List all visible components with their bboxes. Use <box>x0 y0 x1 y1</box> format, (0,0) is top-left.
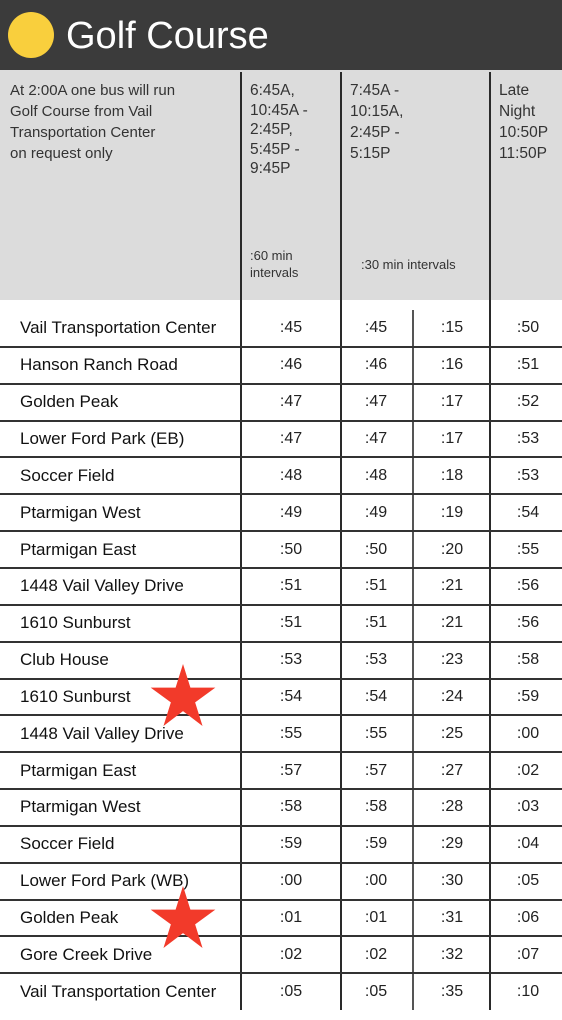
col1-interval-note: intervals <box>250 265 299 280</box>
col2-time-line: 5:15P <box>350 145 391 162</box>
info-text-line: Transportation Center <box>10 124 156 141</box>
col2-time-line: 2:45P - <box>350 124 400 141</box>
col1-time-line: 9:45P <box>250 160 291 177</box>
departure-time: :32 <box>440 945 464 963</box>
departure-time: :35 <box>440 982 464 1000</box>
departure-time: :16 <box>440 356 464 374</box>
departure-time: :05 <box>364 982 388 1000</box>
info-text-line: on request only <box>10 145 113 162</box>
table-row <box>0 605 562 642</box>
stop-name: Ptarmigan West <box>20 502 141 522</box>
table-row <box>0 715 562 752</box>
col3-time-line: Night <box>499 103 536 120</box>
departure-time: :50 <box>364 540 388 558</box>
departure-time: :53 <box>516 429 540 447</box>
star-icon <box>149 664 217 728</box>
departure-time: :51 <box>279 614 303 632</box>
route-header <box>0 0 562 70</box>
departure-time: :21 <box>440 577 464 595</box>
col3-time-line: Late <box>499 82 530 99</box>
col3-time-line: 10:50P <box>499 124 549 141</box>
stop-name: Ptarmigan East <box>20 539 137 559</box>
departure-time: :24 <box>440 687 464 705</box>
departure-time: :53 <box>279 651 303 669</box>
table-row <box>0 642 562 679</box>
departure-time: :54 <box>516 503 540 521</box>
stop-name: 1610 Sunburst <box>20 613 131 633</box>
departure-time: :57 <box>364 761 388 779</box>
stop-name: Golden Peak <box>20 908 119 928</box>
departure-time: :49 <box>364 503 388 521</box>
departure-time: :45 <box>364 319 388 337</box>
departure-time: :53 <box>516 466 540 484</box>
stop-name: 1610 Sunburst <box>20 686 131 706</box>
departure-time: :45 <box>279 319 303 337</box>
col1-time-line: 5:45P - <box>250 140 300 158</box>
route-title: Golf Course <box>66 15 269 57</box>
departure-time: :15 <box>440 319 464 337</box>
departure-time: :56 <box>516 577 540 595</box>
stop-name: 1448 Vail Valley Drive <box>20 576 184 596</box>
departure-time: :01 <box>279 909 303 927</box>
departure-time: :58 <box>516 651 540 669</box>
star-icon <box>149 886 217 950</box>
departure-time: :04 <box>516 835 540 853</box>
departure-time: :20 <box>440 540 464 558</box>
departure-time: :55 <box>279 724 303 742</box>
departure-time: :17 <box>440 429 464 447</box>
info-text-line: Golf Course from Vail <box>10 103 153 120</box>
info-text-line: At 2:00A one bus will run <box>10 82 176 99</box>
departure-time: :46 <box>279 356 303 374</box>
departure-time: :02 <box>364 945 388 963</box>
departure-time: :50 <box>279 540 303 558</box>
departure-time: :54 <box>279 687 303 705</box>
departure-time: :25 <box>440 724 464 742</box>
departure-time: :05 <box>516 872 540 890</box>
col1-time-line: 10:45A - <box>250 101 308 119</box>
departure-time: :55 <box>516 540 540 558</box>
col1-time-line: 2:45P, <box>250 121 293 138</box>
departure-time: :47 <box>279 429 303 447</box>
departure-time: :47 <box>364 429 388 447</box>
departure-time: :47 <box>364 393 388 411</box>
departure-time: :02 <box>279 945 303 963</box>
stop-name: Ptarmigan East <box>20 760 137 780</box>
col1-time-line: 6:45A, <box>250 82 295 99</box>
departure-time: :59 <box>279 835 303 853</box>
table-row <box>0 752 562 789</box>
table-row <box>0 863 562 900</box>
departure-time: :03 <box>516 798 540 816</box>
col3-time-line: 11:50P <box>499 145 547 162</box>
table-row <box>0 457 562 494</box>
col2-time-line: 7:45A - <box>350 82 400 99</box>
departure-time: :51 <box>516 356 540 374</box>
departure-time: :31 <box>440 909 464 927</box>
stop-name: Vail Transportation Center <box>20 981 217 1001</box>
departure-time: :57 <box>279 761 303 779</box>
departure-time: :00 <box>279 872 303 890</box>
stop-name: Ptarmigan West <box>20 797 141 817</box>
departure-time: :46 <box>364 356 388 374</box>
col1-interval-note: :60 min <box>250 248 293 263</box>
departure-time: :49 <box>279 503 303 521</box>
stop-name: Vail Transportation Center <box>20 318 217 338</box>
stop-name: Soccer Field <box>20 465 115 485</box>
departure-time: :30 <box>440 872 464 890</box>
departure-time: :47 <box>279 393 303 411</box>
departure-time: :29 <box>440 835 464 853</box>
stop-name: Golden Peak <box>20 392 119 412</box>
departure-time: :28 <box>440 798 464 816</box>
stop-name: Club House <box>20 650 109 670</box>
route-color-dot <box>8 12 54 58</box>
departure-time: :58 <box>364 798 388 816</box>
departure-time: :21 <box>440 614 464 632</box>
stop-name: Soccer Field <box>20 834 115 854</box>
departure-time: :27 <box>440 761 464 779</box>
stop-name: Gore Creek Drive <box>20 944 153 964</box>
stop-name: Lower Ford Park (WB) <box>20 871 190 891</box>
departure-time: :59 <box>516 687 540 705</box>
departure-time: :52 <box>516 393 540 411</box>
col2-time-line: 10:15A, <box>350 103 404 120</box>
departure-time: :59 <box>364 835 388 853</box>
table-row <box>0 568 562 605</box>
table-row <box>0 310 562 347</box>
departure-time: :51 <box>364 614 388 632</box>
departure-time: :58 <box>279 798 303 816</box>
col2-interval-note: :30 min intervals <box>361 257 456 272</box>
table-row <box>0 936 562 973</box>
departure-time: :23 <box>440 651 464 669</box>
table-row <box>0 494 562 531</box>
stop-name: Lower Ford Park (EB) <box>20 428 185 448</box>
departure-time: :06 <box>516 909 540 927</box>
table-row <box>0 384 562 421</box>
table-row <box>0 679 562 716</box>
table-row <box>0 347 562 384</box>
table-row <box>0 900 562 937</box>
departure-time: :00 <box>516 724 540 742</box>
departure-time: :51 <box>364 577 388 595</box>
stop-name: Hanson Ranch Road <box>20 355 178 375</box>
departure-time: :17 <box>440 393 464 411</box>
table-row <box>0 826 562 863</box>
departure-time: :02 <box>516 761 540 779</box>
departure-time: :18 <box>440 466 464 484</box>
table-row <box>0 531 562 568</box>
stop-name: 1448 Vail Valley Drive <box>20 723 184 743</box>
departure-time: :51 <box>279 577 303 595</box>
departure-time: :01 <box>364 909 388 927</box>
departure-time: :54 <box>364 687 388 705</box>
departure-time: :48 <box>364 466 388 484</box>
departure-time: :05 <box>279 982 303 1000</box>
departure-time: :53 <box>364 651 388 669</box>
departure-time: :07 <box>516 945 540 963</box>
departure-time: :48 <box>279 466 303 484</box>
departure-time: :50 <box>516 319 540 337</box>
departure-time: :00 <box>364 872 388 890</box>
departure-time: :55 <box>364 724 388 742</box>
table-row <box>0 421 562 458</box>
departure-time: :56 <box>516 614 540 632</box>
departure-time: :19 <box>440 503 464 521</box>
departure-time: :10 <box>516 982 540 1000</box>
table-row <box>0 973 562 1010</box>
table-row <box>0 789 562 826</box>
